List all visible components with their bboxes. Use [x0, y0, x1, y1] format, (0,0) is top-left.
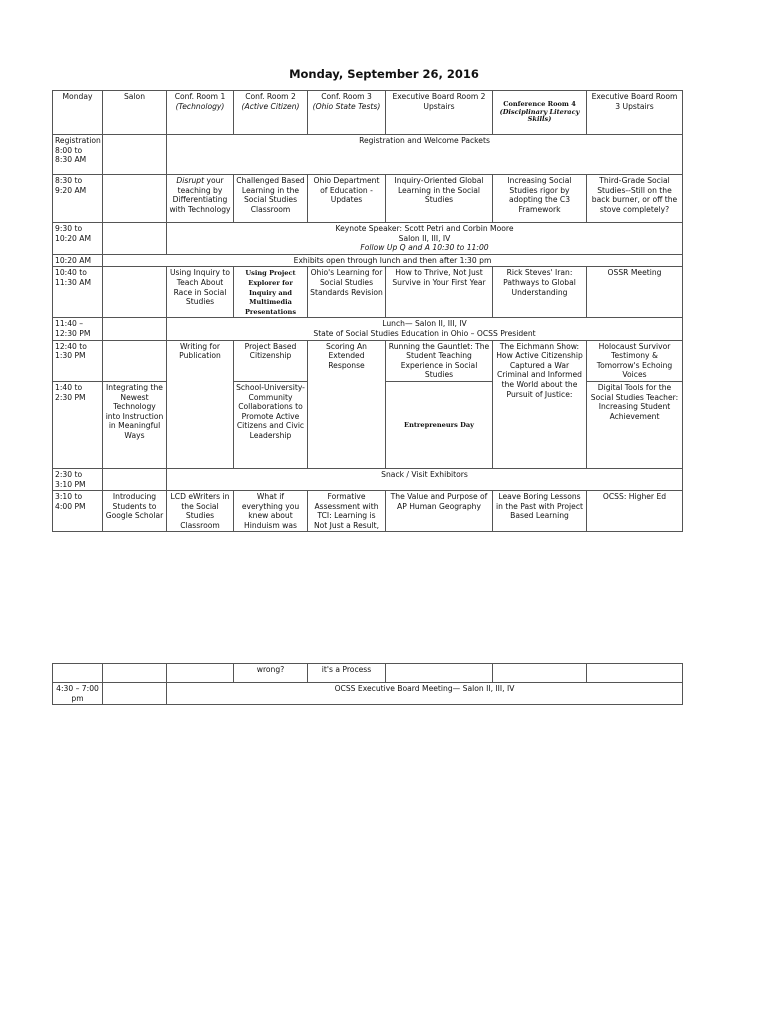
header-conf3-label: Conf. Room 3: [321, 92, 372, 101]
keynote-location: Salon II, III, IV: [398, 233, 451, 243]
snack-event: Snack / Visit Exhibitors: [167, 468, 683, 490]
snack-row: [53, 468, 683, 490]
header-conf-room-2: [234, 91, 308, 135]
session-cell: The Eichmann Show: How Active Citizenship Captured a War Criminal and Informed the World about the Pursuit of Justice:: [493, 340, 587, 468]
time-cell: 9:30 to 10:20 AM: [53, 223, 103, 255]
empty-cell: [103, 267, 167, 318]
session-cell: School-University-Community Collaborations to Promote Active Citizens and Civic Leadership: [234, 381, 308, 468]
empty-cell: [103, 468, 167, 490]
session-cell: Writing for Publication: [167, 340, 234, 468]
exhibits-row: [53, 254, 683, 267]
header-conf4-label: Conference Room 4: [503, 100, 576, 109]
empty-cell: [103, 318, 167, 340]
empty-cell: [587, 664, 683, 683]
header-conf4-sub: (Disciplinary Literacy Skills): [499, 107, 580, 124]
session-cell: it's a Process: [308, 664, 386, 683]
session-cell: [167, 175, 234, 223]
empty-cell: [103, 683, 167, 705]
time-cell: 8:30 to 9:20 AM: [53, 175, 103, 223]
session-cell: Inquiry-Oriented Global Learning in the Social Studies: [386, 175, 493, 223]
session-row-1: [53, 175, 683, 223]
session-cell: Ohio Department of Education - Updates: [308, 175, 386, 223]
time-cell: 2:30 to 3:10 PM: [53, 468, 103, 490]
session-cell: How to Thrive, Not Just Survive in Your First Year: [386, 267, 493, 318]
empty-cell: [493, 664, 587, 683]
empty-cell: [167, 664, 234, 683]
board-meeting-row: [53, 683, 683, 705]
session-cell: Formative Assessment with TCI: Learning is Not Just a Result,: [308, 491, 386, 532]
session-cell: Challenged Based Learning in the Social Studies Classroom: [234, 175, 308, 223]
board-meeting-event: OCSS Executive Board Meeting— Salon II, III, IV: [167, 683, 683, 705]
empty-cell: [103, 223, 167, 255]
header-exec3-label: Executive Board Room 3 Upstairs: [591, 92, 678, 111]
session-cell: Integrating the Newest Technology into Instruction in Meaningful Ways: [103, 381, 167, 468]
empty-cell: [386, 664, 493, 683]
time-cell: Registration 8:00 to 8:30 AM: [53, 135, 103, 175]
header-conf-room-3: [308, 91, 386, 135]
session-row-3: [53, 340, 683, 381]
session-cell: Introducing Students to Google Scholar: [103, 491, 167, 532]
header-conf1-sub: (Technology): [175, 101, 225, 111]
registration-row: [53, 135, 683, 175]
empty-cell: [103, 175, 167, 223]
session-cell: [234, 267, 308, 318]
session-cell: Ohio's Learning for Social Studies Standards Revision: [308, 267, 386, 318]
schedule-table: [52, 90, 683, 532]
header-exec2-label: Executive Board Room 2 Upstairs: [392, 92, 486, 111]
session-cell: Leave Boring Lessons in the Past with Project Based Learning: [493, 491, 587, 532]
session-cell: Project Based Citizenship: [234, 340, 308, 381]
header-salon-label: Salon: [123, 92, 146, 101]
session-row-2: [53, 267, 683, 318]
session-cell: Increasing Social Studies rigor by adopting the C3 Framework: [493, 175, 587, 223]
session-cell: wrong?: [234, 664, 308, 683]
empty-cell: [103, 340, 167, 381]
header-day-label: Monday: [62, 92, 93, 101]
keynote-followup: Follow Up Q and A 10:30 to 11:00: [360, 243, 489, 253]
time-cell: 4:30 – 7:00 pm: [53, 683, 103, 705]
registration-event: Registration and Welcome Packets: [167, 135, 683, 175]
session-title: Entrepreneurs Day: [404, 421, 474, 430]
time-cell: 3:10 to 4:00 PM: [53, 491, 103, 532]
header-conf-room-1: [167, 91, 234, 135]
time-cell: 12:40 to 1:30 PM: [53, 340, 103, 381]
header-salon: [103, 91, 167, 135]
header-conf2-label: Conf. Room 2: [245, 92, 296, 101]
session-cell: OSSR Meeting: [587, 267, 683, 318]
session-title: your teaching by Differentiating with Technology: [169, 176, 231, 214]
keynote-event: [167, 223, 683, 255]
header-conf1-label: Conf. Room 1: [174, 92, 226, 101]
header-row: [53, 91, 683, 135]
header-exec-room-2: [386, 91, 493, 135]
exhibits-event: Exhibits open through lunch and then after 1:30 pm: [103, 254, 683, 267]
lunch-row: [53, 318, 683, 340]
session-cell: [386, 381, 493, 468]
header-conf-room-4: [493, 91, 587, 135]
keynote-speaker: Keynote Speaker: Scott Petri and Corbin Moore: [335, 224, 514, 233]
keynote-row: [53, 223, 683, 255]
empty-cell: [53, 664, 103, 683]
page-title: Monday, September 26, 2016: [289, 67, 479, 81]
session-row-5-continued: [53, 664, 683, 683]
header-conf3-sub: (Ohio State Tests): [312, 101, 381, 111]
session-title-emphasis: Disrupt: [176, 176, 205, 185]
session-cell: LCD eWriters in the Social Studies Classroom: [167, 491, 234, 532]
empty-cell: [103, 664, 167, 683]
session-cell: The Value and Purpose of AP Human Geography: [386, 491, 493, 532]
time-cell: 11:40 – 12:30 PM: [53, 318, 103, 340]
session-cell: Running the Gauntlet: The Student Teaching Experience in Social Studies: [386, 340, 493, 381]
header-exec-room-3: [587, 91, 683, 135]
header-day: [53, 91, 103, 135]
time-cell: 10:20 AM: [53, 254, 103, 267]
time-cell: 1:40 to 2:30 PM: [53, 381, 103, 468]
session-cell: OCSS: Higher Ed: [587, 491, 683, 532]
header-conf2-sub: (Active Citizen): [241, 101, 300, 111]
session-cell: Third-Grade Social Studies--Still on the back burner, or off the stove completely?: [587, 175, 683, 223]
time-cell: 10:40 to 11:30 AM: [53, 267, 103, 318]
session-row-5: [53, 491, 683, 532]
session-title: Using Project Explorer for Inquiry and Multimedia Presentations: [244, 269, 297, 316]
lunch-speaker: State of Social Studies Education in Ohio – OCSS President: [313, 328, 536, 338]
empty-cell: [103, 135, 167, 175]
session-cell: Scoring An Extended Response: [308, 340, 386, 468]
session-cell: Digital Tools for the Social Studies Teacher: Increasing Student Achievement: [587, 381, 683, 468]
session-cell: Holocaust Survivor Testimony & Tomorrow's Echoing Voices: [587, 340, 683, 381]
session-cell: Rick Steves' Iran: Pathways to Global Understanding: [493, 267, 587, 318]
lunch-location: Lunch— Salon II, III, IV: [382, 319, 467, 329]
session-cell: Using Inquiry to Teach About Race in Social Studies: [167, 267, 234, 318]
schedule-table-continued: [52, 663, 683, 705]
session-cell: What if everything you knew about Hinduism was: [234, 491, 308, 532]
lunch-event: [167, 318, 683, 340]
